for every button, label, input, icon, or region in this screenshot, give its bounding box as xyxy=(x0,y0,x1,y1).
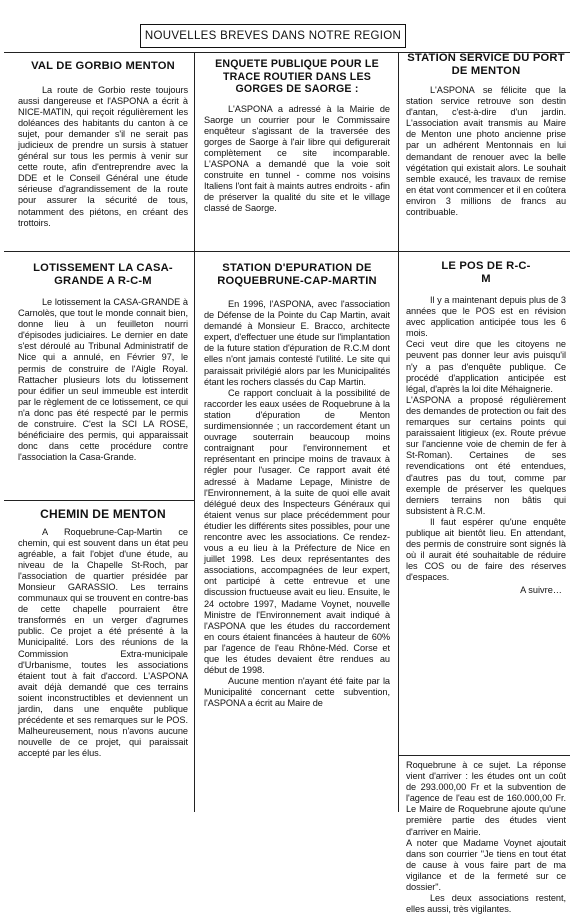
article-gorbio xyxy=(18,60,188,248)
article-saorge xyxy=(204,58,390,248)
article-body: Le lotissement la CASA-GRANDE à Carnolès, que tout le monde connait bien, donne lieu à un feuilleton nourri d'épisodes judiciaires. Le dernier en date s'est déroulé au Tribunal Administratif de Nice qui a annulé, en Février 97, le permis de construire de l'Aigle Royal. Rattacher plusieurs lots du lotissement pour édifier un seul immeuble est interdit par le règlement de ce lotissement, ce qui n'a donc pas été respecté par le permis de construire. C'est la SCI LA ROSE, bénéficiaire des permis, qui apparaissait donc dans cette procédure contre l'association la Casa-Grande. xyxy=(18,297,188,463)
article-paragraph: Il faut espérer qu'une enquête publique ait bientôt lieu. En attendant, des permis de construire sont signés là où il aurait été souhaitable de réduire les COS ou de faire des réserves d'espaces. xyxy=(406,516,566,583)
article-title: STATION SERVICE DU PORT DE MENTON xyxy=(407,52,565,77)
article-paragraph: Ce rapport concluait à la possibilité de raccorder les eaux usées de Roquebrune à la station d'épuration de Menton surdimensionnée ; un raccordement étant un ouvrage souterrain beaucoup moins contraignant pour l'environnement et représentant en principe moins de travaux à régler pour l'usager. Ce rapport avait été adressé à Madame Lepage, Ministre de l'Environnement, à la suite de quoi elle avait délégué deux des Inspecteurs Généraux qui étaient venus sur place précédemment pour étudier les différents sites possibles, pour une rencontre avec les associations. Ce rendez-vous a eu lieu à la Préfecture de Nice en juillet 1998. Les deux représentantes des associations, accompagnées de leur expert, ont participé à cette entrevue et une discussion fructueuse avait eu lieu. Ensuite, le 24 octobre 1997, Madame Voynet, nouvelle Ministre de l'Environnement avait indiqué à l'ASPONA que les études du raccordement en cours étaient financées à hauteur de 60% par l'agence de l'eau Rhône-Méd. Corse et que les études devaient être rendues au début de 1998. xyxy=(204,387,390,676)
article-paragraph: En 1996, l'ASPONA, avec l'association de Défense de la Pointe du Cap Martin, avait demandé à Monsieur E. Bracco, architecte expert, d'effectuer une étude sur l'implantation de la future station d'épuration de R.C.M dont elles n'ont jamais contesté l'utilité. Le site qui paraissait privilégié alors par les Municipalités étant les rochers classés du Cap Martin. xyxy=(204,299,390,387)
article-title: ENQUETE PUBLIQUE POUR LE TRACE ROUTIER DANS LES GORGES DE SAORGE : xyxy=(215,58,379,95)
article-chemin xyxy=(18,508,188,812)
article-title: LE POS DE R-C-M xyxy=(441,260,531,285)
article-title: LOTISSEMENT LA CASA-GRANDE A R-C-M xyxy=(33,262,173,287)
column-divider-right xyxy=(398,52,399,812)
article-body: La route de Gorbio reste toujours aussi dangereuse et l'ASPONA a écrit à NICE-MATIN, qui reçoit régulièrement les doléances des habitants du canton à ce sujet, pour demander s'il ne serait pas judicieux de prendre un sursis à statuer général sur tous les permis à venir sur cette route, afin d'entreprendre avec la DDE et le Conseil Général une étude sérieuse d'agrandissement de la route pour assurer la sécurité de tous, notamment des piétons, en créant des trottoirs. xyxy=(18,84,188,228)
article-continuation xyxy=(406,760,566,915)
article-paragraph: Ceci veut dire que les citoyens ne peuvent pas donner leur avis puisqu'il n'y a pas d'enquête publique. Ce procédé d'application anticipée est légal, d'après la loi dite Méhaignerie. xyxy=(406,339,566,394)
article-paragraph: L'ASPONA a proposé régulièrement des demandes de protection ou fait des remarques sur certains points qui paraissaient litigieux (ex. Route prévue sur l'ancienne voie de chemin de fer à St-Roman). Certaines de ses revendications ont été entendues, d'autres pas du tout, comme par exemple de préserver les quelques derniers terrains non bâtis qui subsistent à R.C.M. xyxy=(406,394,566,516)
article-body: A Roquebrune-Cap-Martin ce chemin, qui est souvent dans un état peu agréable, a fait l'objet d'une étude, au niveau de la Chapelle St-Roch, par l'association de quartier présidée par Monsieur GARASSIO. Les terrains communaux qui se trouvent en contre-bas de cette chapelle pourraient être transformés en un verger d'agrumes public. Ce projet a été présenté à la Municipalité. Lors des réunions de la Commission Extra-municipale d'Urbanisme, toutes les associations étaient tout à fait d'accord. L'ASPONA avait déjà demandé que ces terrains soient inconstructibles et deviennent un jardin, dans une enquête publique précédente et ses remarques sur le POS. Malheureusement, nous n'avons aucune nouvelle de ce projet, qui paraissait accepté par les élus. xyxy=(18,526,188,759)
article-body: L'ASPONA se félicite que la station service retrouve son destin d'antan, c'est-à-dire d'un jardin. L'association avait transmis au Maire de Menton une photo ancienne prise par un adhérent Mentonnais en lui demandant de renouer avec la belle végétation qui existait alors. Le souhait semble exaucé, les travaux de remise en état vont commencer et il en coûtera environ 3 millions de francs au contribuable. xyxy=(406,85,566,218)
article-station-service xyxy=(406,52,566,248)
article-pos xyxy=(406,260,566,752)
right-column-rule xyxy=(398,755,570,756)
middle-rule xyxy=(4,251,570,252)
article-title: STATION D'EPURATION DE ROQUEBRUNE-CAP-MARTIN xyxy=(217,262,377,287)
column-divider-left xyxy=(194,52,195,812)
article-casa-grande xyxy=(18,262,188,496)
article-station-epuration xyxy=(204,262,390,812)
article-paragraph: Aucune mention n'ayant été faite par la Municipalité concernant cette subvention, l'ASPONA a écrit au Maire de xyxy=(204,676,390,709)
left-column-rule xyxy=(4,500,194,501)
article-paragraph: Il y a maintenant depuis plus de 3 années que le POS est en révision avec application anticipée tous les 6 mois. xyxy=(406,295,566,339)
page-banner: NOUVELLES BREVES DANS NOTRE REGION xyxy=(140,24,406,48)
article-paragraph: Roquebrune à ce sujet. La réponse vient d'arriver : les études ont un coût de 293.000,00 Fr et la subvention de l'agence de l'eau est de 160.000,00 Fr. Le Maire de Roquebrune ajoute qu'une première partie des études vient d'arriver en Mairie. xyxy=(406,760,566,837)
article-paragraph: A noter que Madame Voynet ajoutait dans son courrier "Je tiens en tout état de cause à vous faire part de ma vigilance et de la fermeté sur ce dossier". xyxy=(406,837,566,893)
article-title: CHEMIN DE MENTON xyxy=(40,507,166,521)
article-title: VAL DE GORBIO MENTON xyxy=(31,60,175,72)
article-body: L'ASPONA a adressé à la Mairie de Saorge un courrier pour le Commissaire enquêteur s'agissant de la traversée des gorges de Saorge à l'air libre qui defigurerait complètement ce site incomparable. L'ASPONA a demandé que la voie soit construite en tunnel - comme nos voisins Italiens l'ont fait à maints autres endroits - afin de préserver la qualité du site et le village classé de Saorge. xyxy=(204,103,390,214)
continued-note: A suivre… xyxy=(520,585,562,596)
article-paragraph: Les deux associations restent, elles aussi, très vigilantes. xyxy=(406,893,566,915)
